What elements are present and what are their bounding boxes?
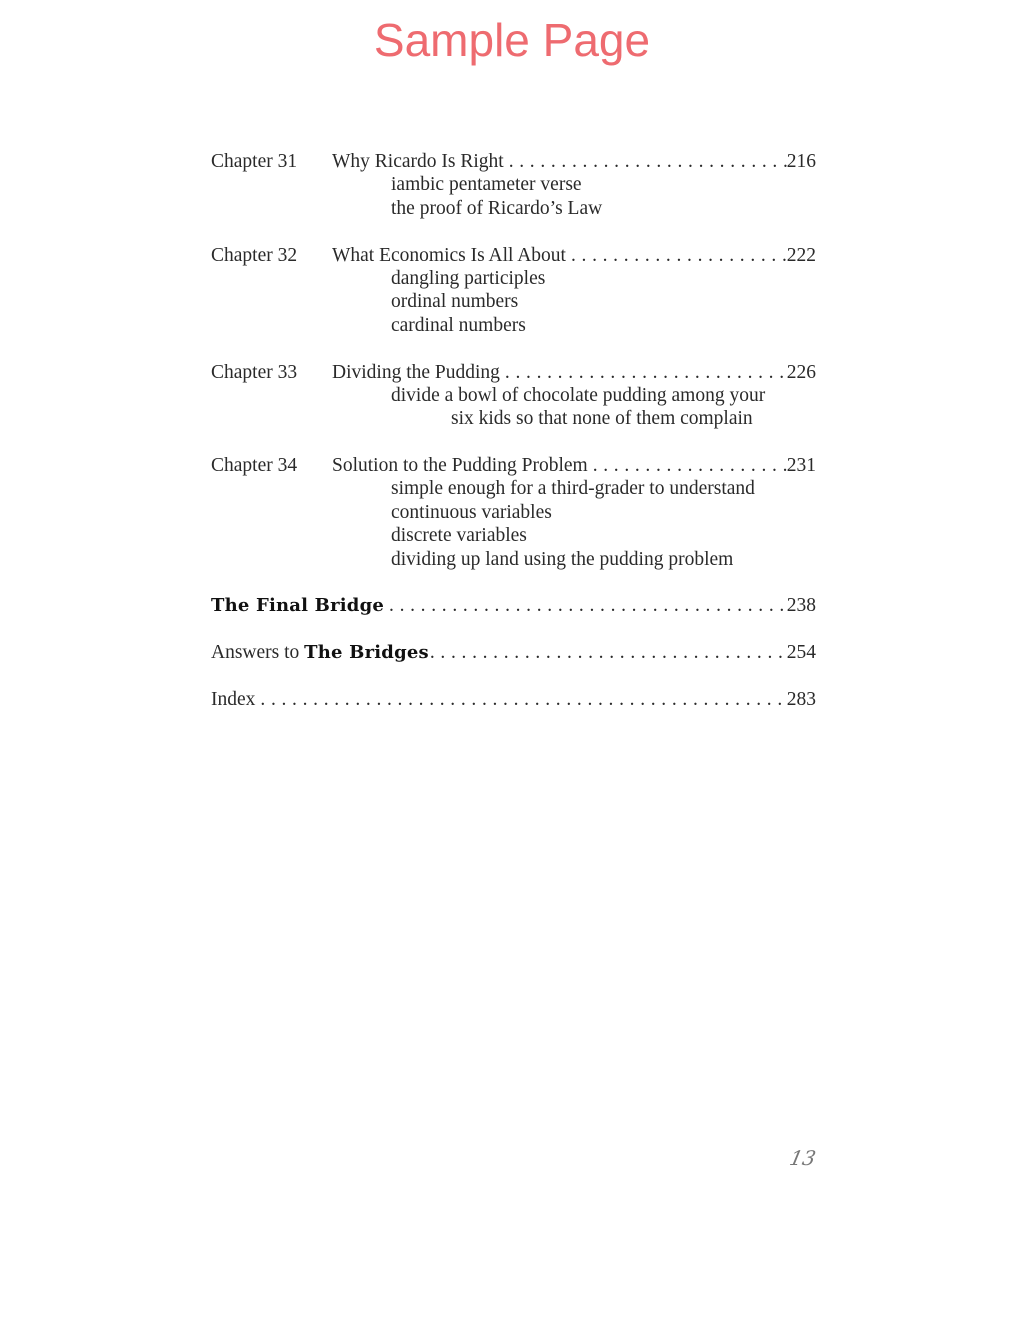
subtopic: dividing up land using the pudding problem bbox=[391, 548, 734, 570]
section-title bbox=[211, 641, 429, 664]
toc-line[interactable] bbox=[211, 150, 816, 173]
page-number: 222 bbox=[786, 244, 816, 266]
toc-line[interactable] bbox=[211, 641, 816, 664]
dot-leader bbox=[588, 454, 787, 477]
page-number: 283 bbox=[786, 688, 816, 710]
toc-entry-chapter-34 bbox=[211, 454, 816, 571]
page-number: 216 bbox=[786, 151, 816, 172]
subtopic: continuous variables bbox=[391, 501, 552, 523]
toc-line[interactable] bbox=[211, 361, 816, 384]
subtopic: discrete variables bbox=[391, 525, 527, 547]
subtopic: cardinal numbers bbox=[391, 314, 526, 336]
dot-leader bbox=[255, 688, 786, 711]
page-folio: 13 bbox=[787, 1146, 819, 1170]
dot-leader bbox=[566, 244, 787, 267]
toc-entry-final-bridge bbox=[211, 594, 816, 617]
table-of-contents bbox=[211, 150, 816, 735]
dot-leader bbox=[500, 361, 787, 384]
toc-entry-index bbox=[211, 688, 816, 711]
answers-prefix: Answers to bbox=[211, 642, 305, 664]
chapter-title: Why Ricardo Is Right bbox=[332, 151, 504, 172]
dot-leader bbox=[384, 594, 787, 617]
chapter-label: Chapter 32 bbox=[211, 244, 298, 266]
subtopic: the proof of Ricardo’s Law bbox=[391, 197, 603, 219]
subtopic: iambic pentameter verse bbox=[391, 174, 582, 196]
subtopic: divide a bowl of chocolate pudding among your bbox=[391, 384, 766, 406]
chapter-title: Dividing the Pudding bbox=[332, 361, 500, 383]
subtopic: ordinal numbers bbox=[391, 291, 519, 313]
answers-bold-title: The Bridges bbox=[304, 642, 429, 664]
dot-leader bbox=[429, 641, 787, 664]
toc-line[interactable] bbox=[211, 594, 816, 617]
final-bridge-title: The Final Bridge bbox=[211, 595, 385, 617]
section-title bbox=[211, 594, 384, 617]
page-number: 254 bbox=[786, 642, 816, 664]
chapter-label: Chapter 31 bbox=[211, 151, 298, 172]
chapter-label: Chapter 33 bbox=[211, 361, 298, 383]
subtopic: dangling participles bbox=[391, 267, 546, 289]
toc-entry-chapter-32 bbox=[211, 244, 816, 338]
page-number: 238 bbox=[786, 595, 816, 617]
subtopic: simple enough for a third-grader to understand bbox=[391, 478, 755, 500]
chapter-label: Chapter 34 bbox=[211, 455, 298, 477]
dot-leader bbox=[504, 150, 787, 173]
subtopic-continuation: six kids so that none of them complain bbox=[451, 408, 753, 430]
chapter-title: Solution to the Pudding Problem bbox=[332, 455, 588, 477]
sample-page-watermark: Sample Page bbox=[373, 14, 651, 66]
toc-line[interactable] bbox=[211, 244, 816, 267]
toc-line[interactable] bbox=[211, 688, 816, 711]
toc-entry-chapter-33 bbox=[211, 361, 816, 431]
chapter-title: What Economics Is All About bbox=[332, 244, 566, 266]
section-title: Index bbox=[211, 688, 256, 710]
toc-entry-chapter-31 bbox=[211, 150, 816, 220]
toc-entry-answers bbox=[211, 641, 816, 664]
toc-line[interactable] bbox=[211, 454, 816, 477]
page-number: 231 bbox=[786, 455, 816, 477]
page-number: 226 bbox=[786, 361, 816, 383]
